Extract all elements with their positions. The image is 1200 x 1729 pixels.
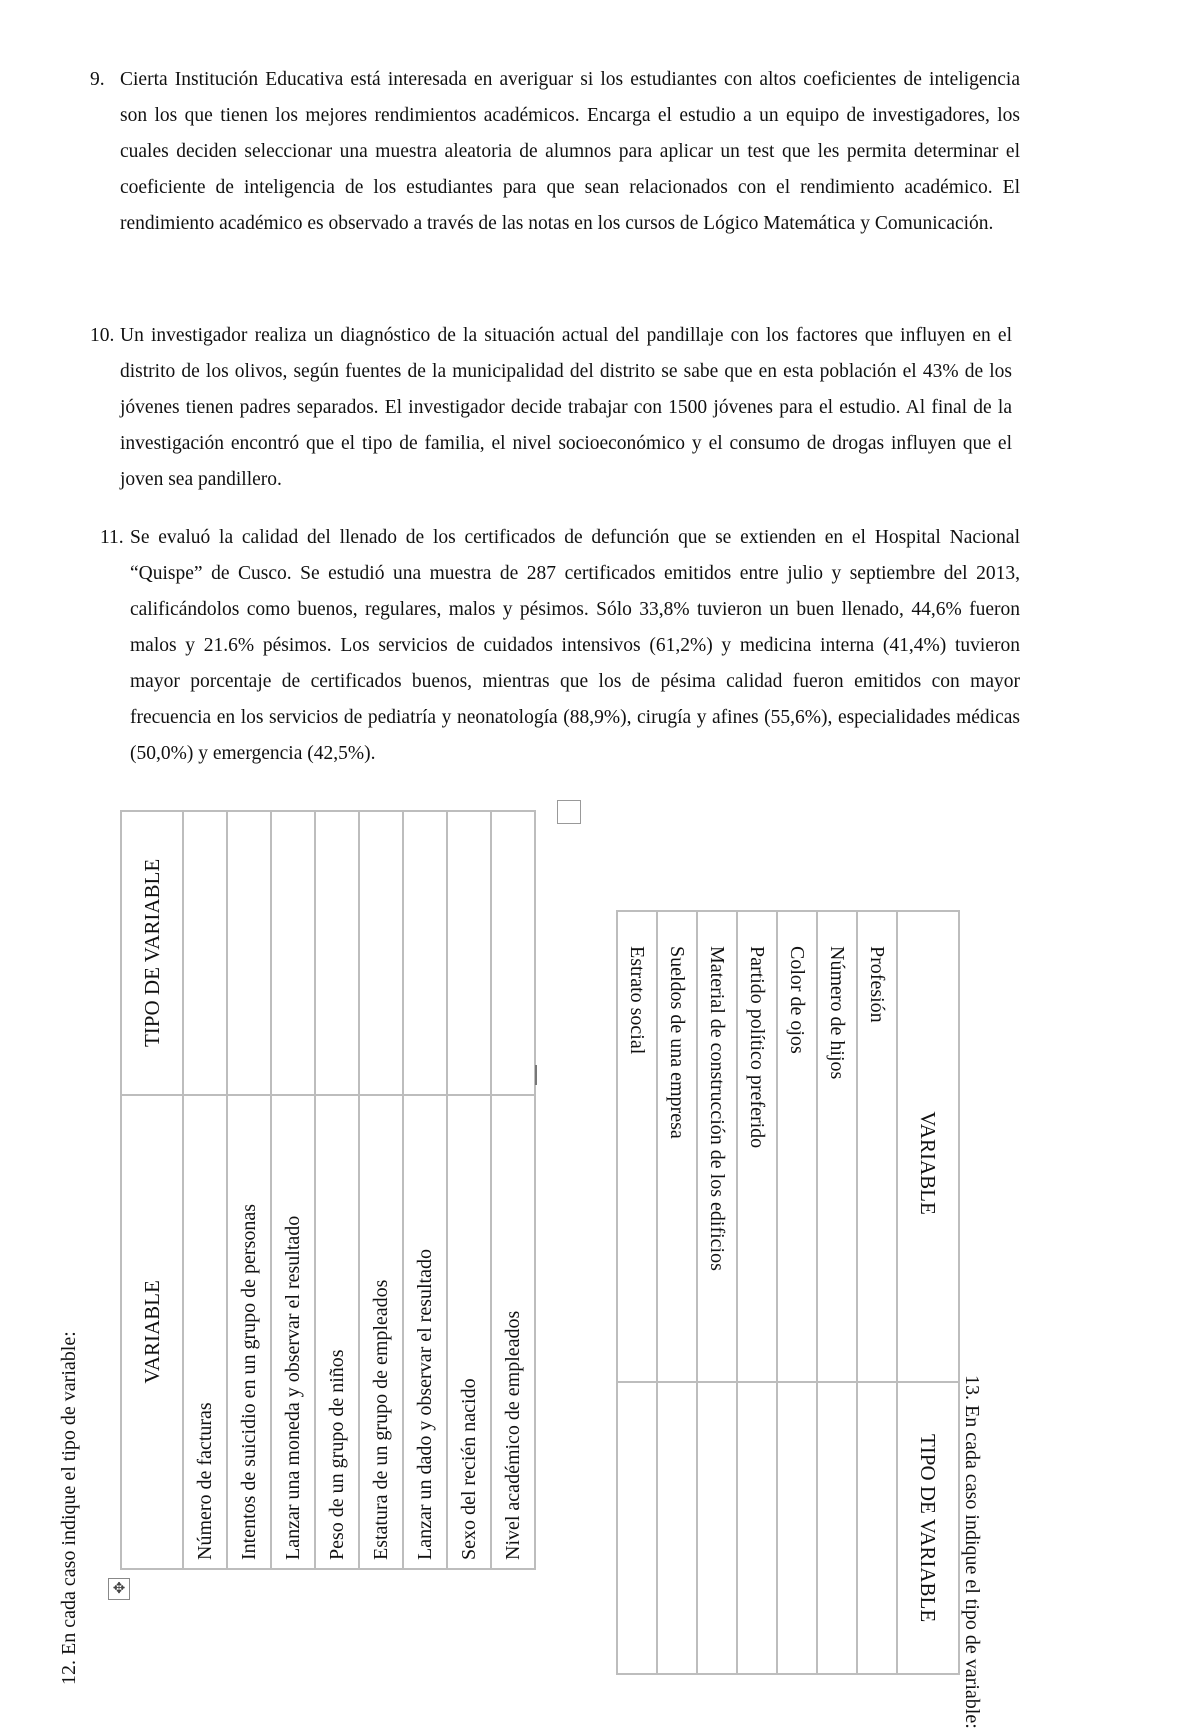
variable-cell: Sexo del recién nacido — [447, 1095, 491, 1569]
table-row — [227, 811, 271, 1569]
table-row — [359, 811, 403, 1569]
answer-cell[interactable] — [657, 1382, 697, 1674]
problem-10 — [90, 318, 1012, 498]
table-row — [777, 911, 817, 1674]
answer-cell[interactable] — [271, 811, 315, 1095]
answer-cell[interactable] — [817, 1382, 857, 1674]
table-row — [315, 811, 359, 1569]
problem-text: Un investigador realiza un diagnóstico de la situación actual del pandillaje con los factores que influyen en el distrito de los olivos, según fuentes de la municipalidad del distrito se sabe que en esta población el 43% de los jóvenes tienen padres separados. El investigador decide trabajar con 1500 jóvenes para el estudio. Al final de la investigación encontró que el tipo de familia, el nivel socioeconómico y el consumo de drogas influyen que el joven sea pandillero. — [120, 325, 1012, 490]
answer-cell[interactable] — [737, 1382, 777, 1674]
table-row — [657, 911, 697, 1674]
variable-cell: Partido político preferido — [737, 911, 777, 1382]
question-12-caption: 12. En cada caso indique el tipo de variable: — [58, 1331, 80, 1685]
table-row — [817, 911, 857, 1674]
answer-cell[interactable] — [447, 811, 491, 1095]
answer-cell[interactable] — [491, 811, 535, 1095]
problem-number: 10. — [90, 325, 115, 346]
table-row — [491, 811, 535, 1569]
table-row — [617, 911, 657, 1674]
answer-cell[interactable] — [403, 811, 447, 1095]
header-tipo-variable: TIPO DE VARIABLE — [897, 1382, 959, 1674]
header-variable: VARIABLE — [121, 1095, 183, 1569]
table-row — [857, 911, 897, 1674]
move-handle-icon[interactable]: ✥ — [108, 1578, 130, 1600]
question-12-table — [120, 810, 536, 1570]
variable-cell: Sueldos de una empresa — [657, 911, 697, 1382]
problem-text: Cierta Institución Educativa está interesada en averiguar si los estudiantes con altos coeficientes de inteligencia son los que tienen los mejores rendimientos académicos. Encarga el estudio a un equipo de investigadores, los cuales deciden seleccionar una muestra aleatoria de alumnos para aplicar un test que les permita determinar el coeficiente de inteligencia de los estudiantes para que sean relacionados con el rendimiento académico. El rendimiento académico es observado a través de las notas en los cursos de Lógico Matemática y Comunicación. — [120, 69, 1020, 234]
table-header-row — [121, 811, 183, 1569]
table-header-row — [897, 911, 959, 1674]
answer-cell[interactable] — [183, 811, 227, 1095]
variable-cell: Color de ojos — [777, 911, 817, 1382]
variable-cell: Peso de un grupo de niños — [315, 1095, 359, 1569]
variable-cell: Estatura de un grupo de empleados — [359, 1095, 403, 1569]
table-row — [737, 911, 777, 1674]
answer-cell[interactable] — [617, 1382, 657, 1674]
problem-number: 11. — [100, 527, 124, 548]
variable-cell: Lanzar una moneda y observar el resultado — [271, 1095, 315, 1569]
answer-cell[interactable] — [857, 1382, 897, 1674]
problem-text: Se evaluó la calidad del llenado de los certificados de defunción que se extienden en el Hospital Nacional “Quispe” de Cusco. Se estudió una muestra de 287 certificados emitidos entre julio y septiembre del 2013, calificándolos como buenos, regulares, malos y pésimos. Sólo 33,8% tuvieron un buen llenado, 44,6% fueron malos y 21.6% pésimos. Los servicios de cuidados intensivos (61,2%) y medicina interna (41,4%) tuvieron mayor porcentaje de certificados buenos, mientras que los de pésima calidad fueron emitidos con mayor frecuencia en los servicios de pediatría y neonatología (88,9%), cirugía y afines (55,6%), especialidades médicas (50,0%) y emergencia (42,5%). — [130, 527, 1020, 764]
answer-cell[interactable] — [359, 811, 403, 1095]
table-row — [403, 811, 447, 1569]
variable-cell: Material de construcción de los edificios — [697, 911, 737, 1382]
problem-9 — [90, 62, 1020, 242]
variable-cell: Número de facturas — [183, 1095, 227, 1569]
header-tipo-variable: TIPO DE VARIABLE — [121, 811, 183, 1095]
problem-11 — [100, 520, 1020, 772]
table-row — [271, 811, 315, 1569]
answer-cell[interactable] — [315, 811, 359, 1095]
table-resize-handle[interactable] — [557, 800, 581, 824]
variable-cell: Intentos de suicidio en un grupo de personas — [227, 1095, 271, 1569]
table-row — [183, 811, 227, 1569]
question-13-caption: 13. En cada caso indique el tipo de variable: — [961, 1375, 983, 1729]
variable-cell: Lanzar un dado y observar el resultado — [403, 1095, 447, 1569]
table-row — [697, 911, 737, 1674]
divider — [535, 1065, 537, 1085]
variable-cell: Nivel académico de empleados — [491, 1095, 535, 1569]
header-variable: VARIABLE — [897, 911, 959, 1382]
answer-cell[interactable] — [697, 1382, 737, 1674]
answer-cell[interactable] — [227, 811, 271, 1095]
variable-cell: Número de hijos — [817, 911, 857, 1382]
problem-number: 9. — [90, 69, 105, 90]
table-row — [447, 811, 491, 1569]
question-13-table — [616, 910, 960, 1675]
answer-cell[interactable] — [777, 1382, 817, 1674]
variable-cell: Estrato social — [617, 911, 657, 1382]
variable-cell: Profesión — [857, 911, 897, 1382]
